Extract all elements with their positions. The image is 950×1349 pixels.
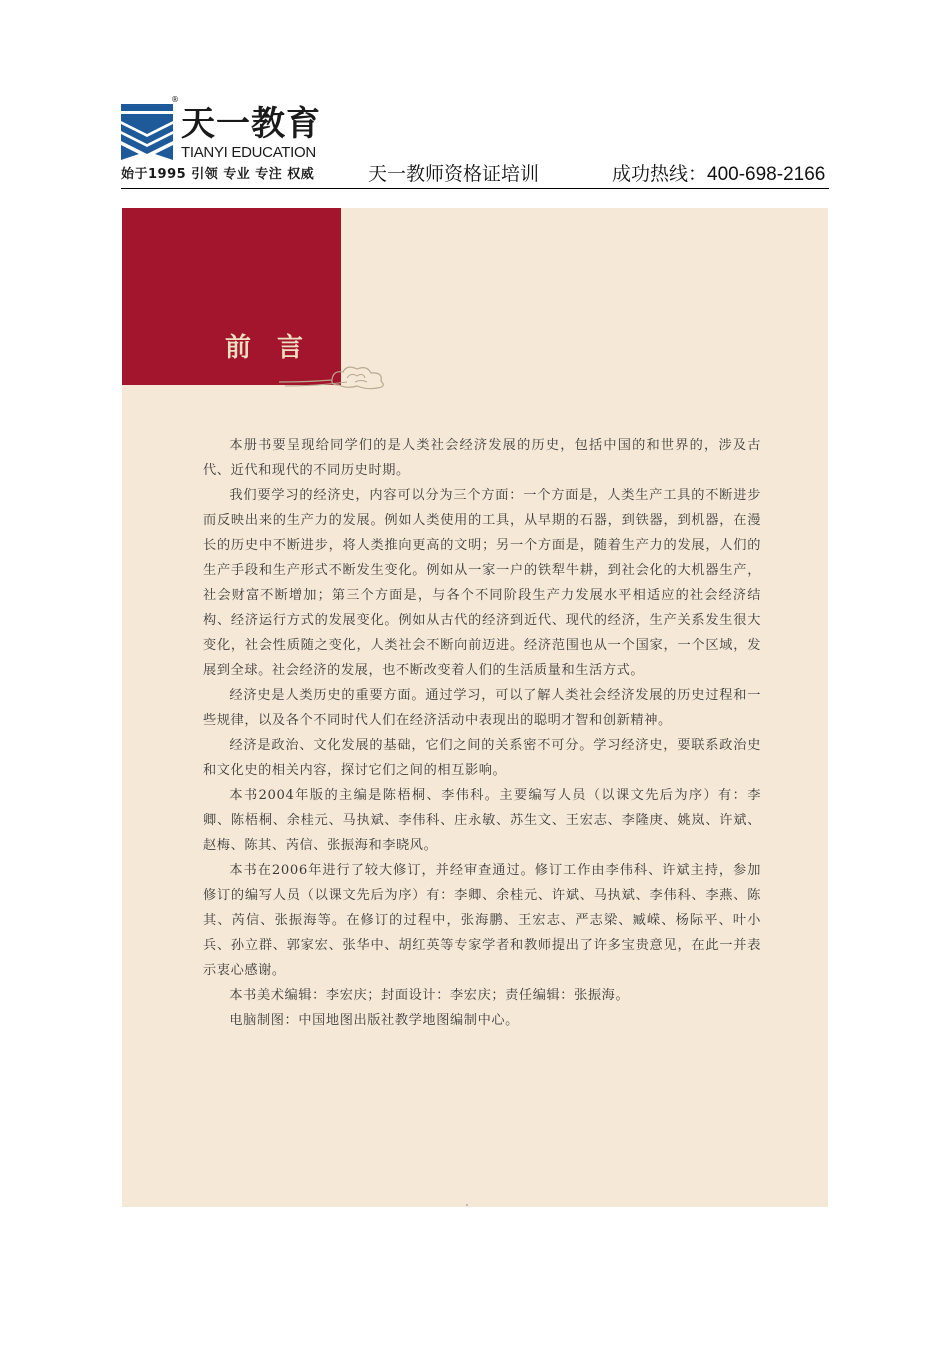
training-title: 天一教师资格证培训 <box>368 163 540 185</box>
hotline <box>612 162 825 187</box>
book-page-scan <box>122 208 828 1207</box>
logo-english-name: TIANYI EDUCATION <box>181 144 316 161</box>
paragraph: 经济史是人类历史的重要方面。通过学习，可以了解人类社会经济发展的历史过程和一些规律，以及各个不同时代人们在经济活动中表现出的聪明才智和创新精神。 <box>203 688 761 728</box>
tianyi-logo-icon <box>121 104 173 160</box>
paragraph: 我们要学习的经济史，内容可以分为三个方面：一个方面是，人类生产工具的不断进步而反映出来的生产力的发展。例如人类使用的工具，从早期的石器，到铁器，到机器，在漫长的历史中不断进步，将人类推向更高的文明；另一个方面是，随着生产力的发展，人们的生产手段和生产形式不断发生变化。例如从一家一户的铁犁牛耕，到社会化的大机器生产，社会财富不断增加；第三个方面是，与各个不同阶段生产力发展水平相适应的社会经济结构、经济运行方式的发展变化。例如从古代的经济到近代、现代的经济，生产关系发生很大变化，社会性质随之变化，人类社会不断向前迈进。经济范围也从一个国家，一个区域，发展到全球。社会经济的发展，也不断改变着人们的生活质量和生活方式。 <box>203 488 761 678</box>
paragraph: 本册书要呈现给同学们的是人类社会经济发展的历史，包括中国的和世界的，涉及古代、近代和现代的不同历史时期。 <box>203 438 761 478</box>
chapter-banner <box>122 208 341 385</box>
paragraph: 经济是政治、文化发展的基础，它们之间的关系密不可分。学习经济史，要联系政治史和文化史的相关内容，探讨它们之间的相互影响。 <box>203 738 761 778</box>
cloud-ornament-icon <box>277 360 397 392</box>
registered-mark: ® <box>171 95 179 104</box>
hotline-number: 400-698-2166 <box>707 164 826 185</box>
paragraph: 本书2004年版的主编是陈梧桐、李伟科。主要编写人员（以课文先后为序）有：李卿、陈梧桐、余桂元、马执斌、李伟科、庄永敏、苏生文、王宏志、李隆庚、姚岚、许斌、赵梅、陈其、芮信、张振海和李晓风。 <box>203 788 761 853</box>
paragraph: 本书在2006年进行了较大修订，并经审查通过。修订工作由李伟科、许斌主持，参加修订的编写人员（以课文先后为序）有：李卿、余桂元、许斌、马执斌、李伟科、李燕、陈其、芮信、张振海等。在修订的过程中，张海鹏、王宏志、严志梁、臧嵘、杨际平、叶小兵、孙立群、郭家宏、张华中、胡红英等专家学者和教师提出了许多宝贵意见，在此一并表示衷心感谢。 <box>203 863 761 978</box>
logo-slogan: 始于1995 引领 专业 专注 权威 <box>121 167 315 182</box>
logo-chinese-name: 天一教育 <box>181 104 321 144</box>
hotline-label: 成功热线： <box>612 163 708 185</box>
header-divider <box>121 188 829 189</box>
paragraph: 本书美术编辑：李宏庆；封面设计：李宏庆；责任编辑：张振海。 <box>229 988 630 1003</box>
preface-title: 前言 <box>225 333 330 363</box>
page-header <box>0 0 950 200</box>
preface-body <box>203 433 761 1033</box>
paragraph: 电脑制图：中国地图出版社教学地图编制中心。 <box>229 1013 519 1028</box>
page-mark <box>466 1204 468 1206</box>
